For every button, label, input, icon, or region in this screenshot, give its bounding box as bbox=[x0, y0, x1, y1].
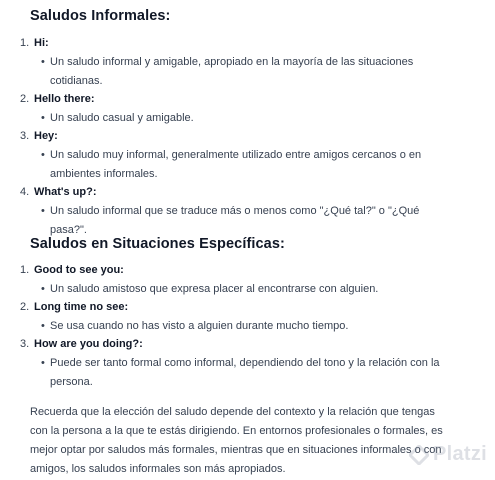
list-number: 4. bbox=[20, 186, 30, 198]
list-item bbox=[20, 127, 455, 183]
platzi-watermark bbox=[409, 443, 487, 466]
list-number: 3. bbox=[20, 130, 30, 142]
watermark-text: Platzi bbox=[432, 443, 487, 465]
list-number: 2. bbox=[20, 301, 30, 313]
list-item bbox=[20, 34, 455, 90]
greeting-term: Hello there: bbox=[34, 93, 95, 105]
list-item bbox=[20, 335, 455, 391]
greeting-term: Hi: bbox=[34, 37, 49, 49]
list-item bbox=[20, 298, 455, 336]
greeting-term: Hey: bbox=[34, 130, 58, 142]
list-number: 2. bbox=[20, 93, 30, 105]
greeting-term: Long time no see: bbox=[34, 301, 129, 313]
bullet-icon: • bbox=[41, 112, 45, 124]
bullet-icon: • bbox=[41, 149, 45, 161]
greeting-description: Un saludo muy informal, generalmente utilizado entre amigos cercanos o en ambientes informales. bbox=[50, 149, 422, 180]
bullet-icon: • bbox=[41, 56, 45, 68]
greeting-term: What's up?: bbox=[34, 186, 97, 198]
greeting-description: Un saludo amistoso que expresa placer al encontrarse con alguien. bbox=[50, 283, 379, 295]
bullet-icon: • bbox=[41, 283, 45, 295]
bullet-icon: • bbox=[41, 320, 45, 332]
list-number: 1. bbox=[20, 264, 30, 276]
section-title-specific: Saludos en Situaciones Específicas: bbox=[30, 236, 285, 252]
list-item bbox=[20, 183, 455, 239]
bullet-icon: • bbox=[41, 357, 45, 369]
greeting-description: Un saludo informal y amigable, apropiado en la mayoría de las situaciones cotidianas. bbox=[50, 56, 414, 87]
greeting-description: Un saludo informal que se traduce más o menos como "¿Qué tal?" o "¿Qué pasa?". bbox=[50, 205, 420, 236]
list-item bbox=[20, 90, 455, 128]
bullet-icon: • bbox=[41, 205, 45, 217]
platzi-logo-icon bbox=[409, 445, 429, 465]
list-number: 3. bbox=[20, 338, 30, 350]
list-item bbox=[20, 261, 455, 299]
greeting-description: Puede ser tanto formal como informal, dependiendo del tono y la relación con la persona. bbox=[50, 357, 440, 388]
greeting-term: Good to see you: bbox=[34, 264, 124, 276]
closing-paragraph: Recuerda que la elección del saludo depende del contexto y la relación que tengas con la persona a la que te estás dirigiendo. En entornos profesionales o formales, es mejor optar por saludos más formales, mientras que en situaciones informales o con amigos, los saludos informales son más apropiados. bbox=[30, 406, 443, 475]
greeting-term: How are you doing?: bbox=[34, 338, 143, 350]
list-number: 1. bbox=[20, 37, 30, 49]
greeting-description: Se usa cuando no has visto a alguien durante mucho tiempo. bbox=[50, 320, 349, 332]
greeting-description: Un saludo casual y amigable. bbox=[50, 112, 194, 124]
section-title-informal: Saludos Informales: bbox=[30, 8, 171, 24]
